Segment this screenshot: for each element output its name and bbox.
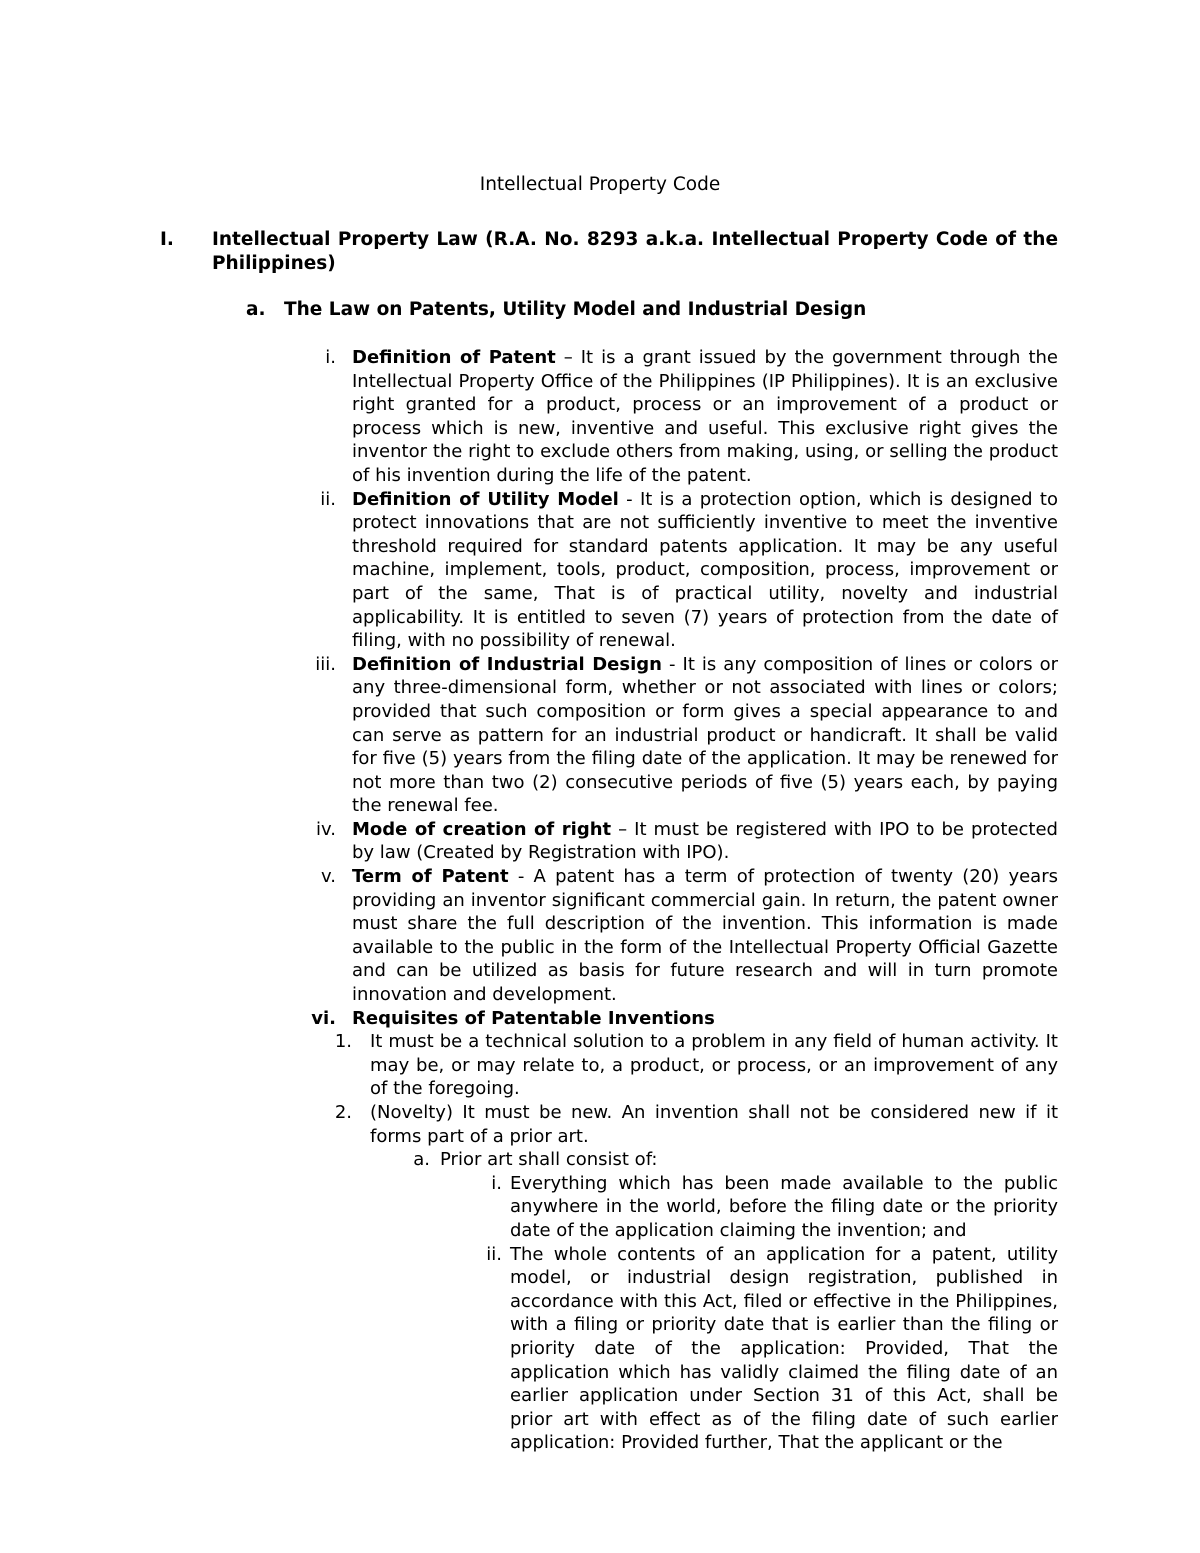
section-number: I. bbox=[160, 229, 174, 250]
list-item-term-of-patent bbox=[300, 865, 1058, 1007]
item-label: Definition of Utility Model bbox=[352, 488, 619, 510]
requisite-text: It must be a technical solution to a problem in any field of human activity. It may be, or may relate to, a product, or process, or an improvement of any of the foregoing. bbox=[370, 1031, 1058, 1100]
prior-art-item-number: i. bbox=[491, 1172, 502, 1194]
item-number: i. bbox=[325, 347, 336, 368]
list-item-requisites bbox=[300, 1007, 1058, 1031]
prior-art-item-text: Everything which has been made available to the public anywhere in the world, before the filing date or the priority date of the application claiming the invention; and bbox=[510, 1172, 1058, 1241]
item-label: Definition of Patent bbox=[352, 347, 556, 368]
requisite-number: 1. bbox=[334, 1031, 352, 1053]
section-heading: Intellectual Property Law (R.A. No. 8293 a.k.a. Intellectual Property Code of the Philippines) bbox=[212, 229, 1058, 274]
document-title: Intellectual Property Code bbox=[479, 174, 721, 195]
prior-art-item-1 bbox=[300, 1172, 1058, 1243]
item-label: Term of Patent bbox=[352, 866, 509, 888]
list-item-definition-of-industrial-design bbox=[300, 653, 1058, 818]
item-text: - A patent has a term of protection of twenty (20) years providing an inventor significant commercial gain. In return, the patent owner must share the full description of the invention. This information is made available to the public in the form of the Intellectual Property Official Gazette and can be utilized as basis for future research and will in turn promote innovation and development. bbox=[352, 866, 1058, 1006]
item-number: ii. bbox=[320, 488, 336, 510]
prior-art-item-number: ii. bbox=[486, 1243, 502, 1265]
item-text: - It is any composition of lines or colors or any three-dimensional form, whether or not associated with lines or colors; provided that such composition or form gives a special appearance to and can serve as pattern for an industrial product or handicraft. It shall be valid for five (5) years from the filing date of the application. It may be renewed for not more than two (2) consecutive periods of five (5) years each, by paying the renewal fee. bbox=[352, 653, 1059, 817]
definitions-list bbox=[300, 346, 1058, 1455]
item-number: vi. bbox=[311, 1007, 336, 1029]
item-text: - It is a protection option, which is designed to protect innovations that are not sufficiently inventive to meet the inventive threshold required for standard patents application. It may be any useful machine, implement, tools, product, composition, process, improvement or part of the same, That is of practical utility, novelty and industrial applicability. It is entitled to seven (7) years of protection from the date of filing, with no possibility of renewal. bbox=[352, 488, 1058, 652]
prior-art-number: a. bbox=[413, 1149, 430, 1171]
requisite-number: 2. bbox=[334, 1102, 352, 1123]
item-text: – It must be registered with IPO to be protected by law (Created by Registration with IPO). bbox=[352, 818, 1058, 864]
requisite-item-1 bbox=[300, 1030, 1058, 1101]
requisite-text: (Novelty) It must be new. An invention shall not be considered new if it forms part of a prior art. bbox=[370, 1102, 1058, 1147]
list-item-definition-of-patent bbox=[300, 346, 1058, 488]
item-number: iv. bbox=[316, 818, 336, 840]
list-item-definition-of-utility-model bbox=[300, 488, 1058, 653]
item-label: Mode of creation of right bbox=[352, 818, 612, 840]
list-item-mode-of-creation bbox=[300, 818, 1058, 865]
prior-art-heading bbox=[300, 1148, 1058, 1172]
prior-art-item-text: The whole contents of an application for a patent, utility model, or industrial design registration, published in accordance with this Act, filed or effective in the Philippines, with a filing or priority date that is earlier than the filing or priority date of the application: Provided, That the application which has validly claimed the filing date of an earlier application under Section 31 of this Act, shall be prior art with effect as of the filing date of such earlier application: Provided further, That the applicant or the bbox=[510, 1243, 1058, 1454]
item-number: iii. bbox=[315, 653, 336, 675]
subsection-heading: The Law on Patents, Utility Model and Industrial Design bbox=[284, 299, 867, 320]
item-label: Definition of Industrial Design bbox=[352, 653, 662, 675]
item-text: – It is a grant issued by the government through the Intellectual Property Office of the Philippines (IP Philippines). It is an exclusive right granted for a product, process or an improvement of a product or process which is new, inventive and useful. This exclusive right gives the inventor the right to exclude others from making, using, or selling the product of his invention during the life of the patent. bbox=[352, 347, 1058, 486]
requisite-item-2 bbox=[300, 1101, 1058, 1148]
prior-art-text: Prior art shall consist of: bbox=[440, 1149, 658, 1171]
prior-art-item-2 bbox=[300, 1243, 1058, 1455]
subsection-number: a. bbox=[246, 299, 266, 320]
item-label: Requisites of Patentable Inventions bbox=[352, 1007, 715, 1029]
item-number: v. bbox=[321, 866, 336, 888]
